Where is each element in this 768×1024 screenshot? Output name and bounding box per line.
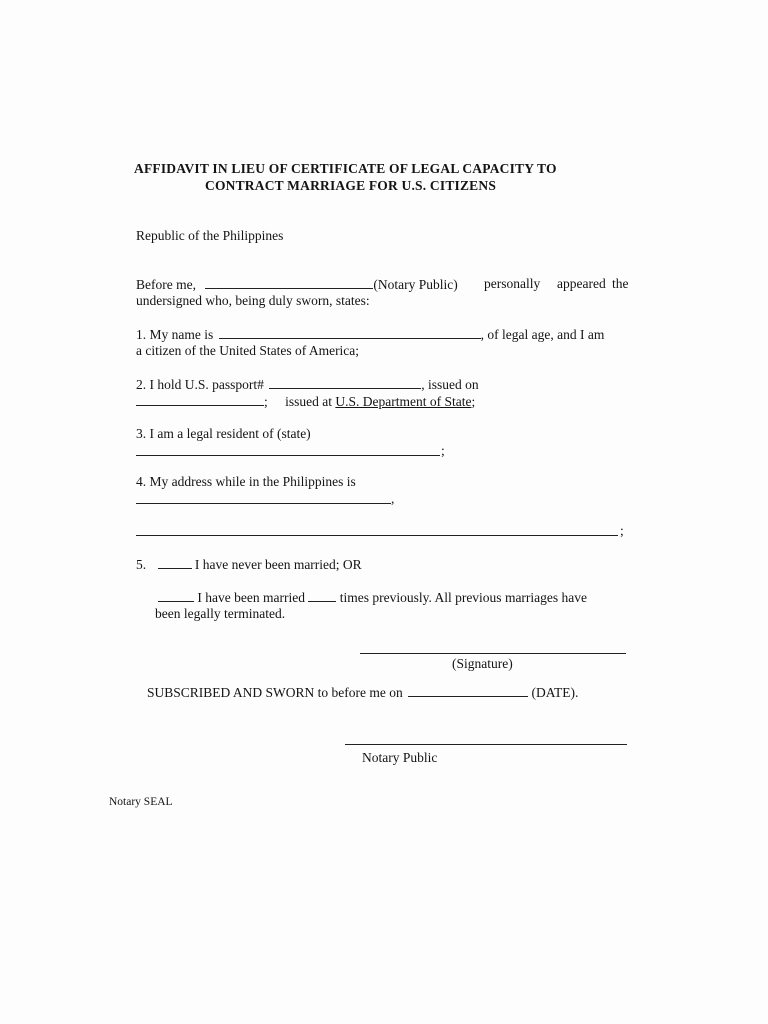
address-blank-line1[interactable] — [136, 503, 391, 504]
address-blank-line2[interactable] — [136, 535, 618, 536]
state-blank[interactable] — [136, 455, 440, 456]
notary-signature-line[interactable] — [345, 744, 627, 745]
times-married-blank[interactable] — [308, 589, 336, 602]
intro-line2: undersigned who, being duly sworn, states: — [136, 293, 370, 308]
item4-label: 4. My address while in the Philippines is — [136, 474, 356, 489]
intro-before: Before me, — [136, 277, 196, 292]
item1-line1 — [136, 326, 604, 343]
item4-comma: , — [391, 491, 395, 506]
sworn-date-blank[interactable] — [408, 684, 528, 697]
been-married-check-blank[interactable] — [158, 589, 194, 602]
item1-after: , of legal age, and I am — [480, 327, 605, 342]
signature-label: (Signature) — [452, 656, 513, 671]
never-married-check-blank[interactable] — [158, 556, 192, 569]
item3-end: ; — [441, 443, 445, 458]
intro-notary-paren: (Notary Public) — [373, 277, 458, 292]
sworn-text: SUBSCRIBED AND SWORN to before me on — [147, 685, 403, 700]
sworn-date-label: (DATE). — [531, 685, 579, 700]
intro-line1 — [136, 276, 458, 293]
document-title-line2: CONTRACT MARRIAGE FOR U.S. CITIZENS — [205, 178, 497, 193]
item4-end: ; — [620, 523, 624, 538]
sworn-line — [147, 684, 578, 701]
item5-been-married: I have been married — [197, 590, 305, 605]
item2-label: 2. I hold U.S. passport# — [136, 377, 264, 392]
item5-line2 — [158, 589, 587, 606]
item1-label: 1. My name is — [136, 327, 214, 342]
notary-seal-label: Notary SEAL — [109, 796, 173, 808]
item5-times: times previously. All previous marriages have — [339, 590, 588, 605]
item3-label: 3. I am a legal resident of (state) — [136, 426, 311, 441]
intro-personally: personally — [484, 276, 541, 291]
intro-appeared: appeared — [557, 276, 606, 291]
document-title-line1: AFFIDAVIT IN LIEU OF CERTIFICATE OF LEGAL CAPACITY TO — [134, 161, 557, 176]
name-blank[interactable] — [219, 326, 481, 339]
item2-issued-on: , issued on — [421, 377, 479, 392]
item2-line1 — [136, 376, 479, 393]
notary-name-blank[interactable] — [205, 276, 373, 289]
item5-number: 5. — [136, 557, 147, 572]
item1-line2: a citizen of the United States of America; — [136, 343, 360, 358]
item2-semicolon: ; — [264, 394, 268, 409]
venue-text: Republic of the Philippines — [136, 228, 284, 243]
item2-issued-at: issued at — [285, 394, 333, 409]
item5-never-married: I have never been married; OR — [194, 557, 362, 572]
item5-line3: been legally terminated. — [155, 606, 286, 621]
issue-date-blank[interactable] — [136, 393, 264, 406]
passport-number-blank[interactable] — [269, 376, 421, 389]
signature-line[interactable] — [360, 653, 626, 654]
item5-line1 — [136, 556, 362, 573]
item2-issuer: U.S. Department of State — [335, 394, 472, 409]
notary-public-label: Notary Public — [362, 750, 438, 765]
item2-line2 — [136, 393, 475, 410]
intro-the: the — [612, 276, 629, 291]
item2-issuer-end: ; — [471, 394, 476, 409]
